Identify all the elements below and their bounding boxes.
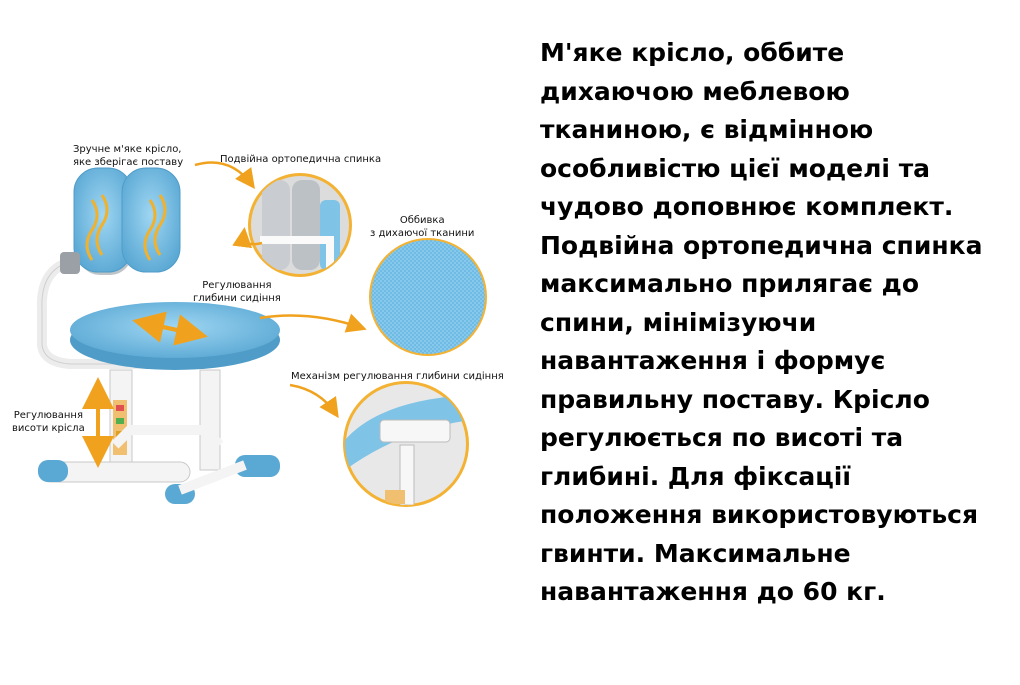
label-mechanism: Механізм регулювання глибини сидіння <box>291 371 504 382</box>
description-line: чудово доповнює комплект. <box>540 192 954 221</box>
description-line: правильну поставу. Крісло <box>540 384 930 414</box>
label-line: глибини сидіння <box>193 293 281 304</box>
fabric-detail-circle <box>369 238 490 360</box>
mechanism-detail-circle <box>343 381 470 507</box>
description-line: навантаження до 60 кг. <box>540 577 886 606</box>
label-line: Регулювання <box>13 410 83 421</box>
backrest-detail-circle <box>248 173 352 280</box>
description-line: спини, мінімізуючи <box>540 307 817 337</box>
description-line: Подвійна ортопедична спинка <box>540 230 983 260</box>
label-line: з дихаючої тканини <box>370 228 475 239</box>
description-line: регулюється по висоті та <box>540 423 904 452</box>
description-line: дихаючою меблевою <box>540 76 850 106</box>
label-soft-chair <box>73 143 183 169</box>
description-line: максимально прилягає до <box>540 269 920 298</box>
description-line: тканиною, є відмінною <box>540 115 874 144</box>
description-line: М'яке крісло, оббите <box>540 38 845 67</box>
label-upholstery <box>370 214 474 240</box>
label-depth-adjust <box>193 279 281 305</box>
chair-backrest <box>74 168 180 275</box>
label-double-back: Подвійна ортопедична спинка <box>220 154 382 165</box>
label-line: яке зберігає поставу <box>73 157 184 168</box>
label-line: висоти крісла <box>12 423 85 434</box>
description-line: навантаження і формує <box>540 346 886 375</box>
label-line: Регулювання <box>202 280 272 291</box>
description-line: гвинти. Максимальне <box>540 538 851 568</box>
description-line: глибині. Для фіксації <box>540 461 851 491</box>
description-line: положення використовуються <box>540 500 979 529</box>
description-line: особливістю цієї моделі та <box>540 153 931 183</box>
label-line: Оббивка <box>399 215 445 226</box>
product-description <box>540 34 1010 612</box>
label-line: Зручне м'яке крісло, <box>73 144 182 155</box>
label-height-adjust <box>12 409 85 435</box>
